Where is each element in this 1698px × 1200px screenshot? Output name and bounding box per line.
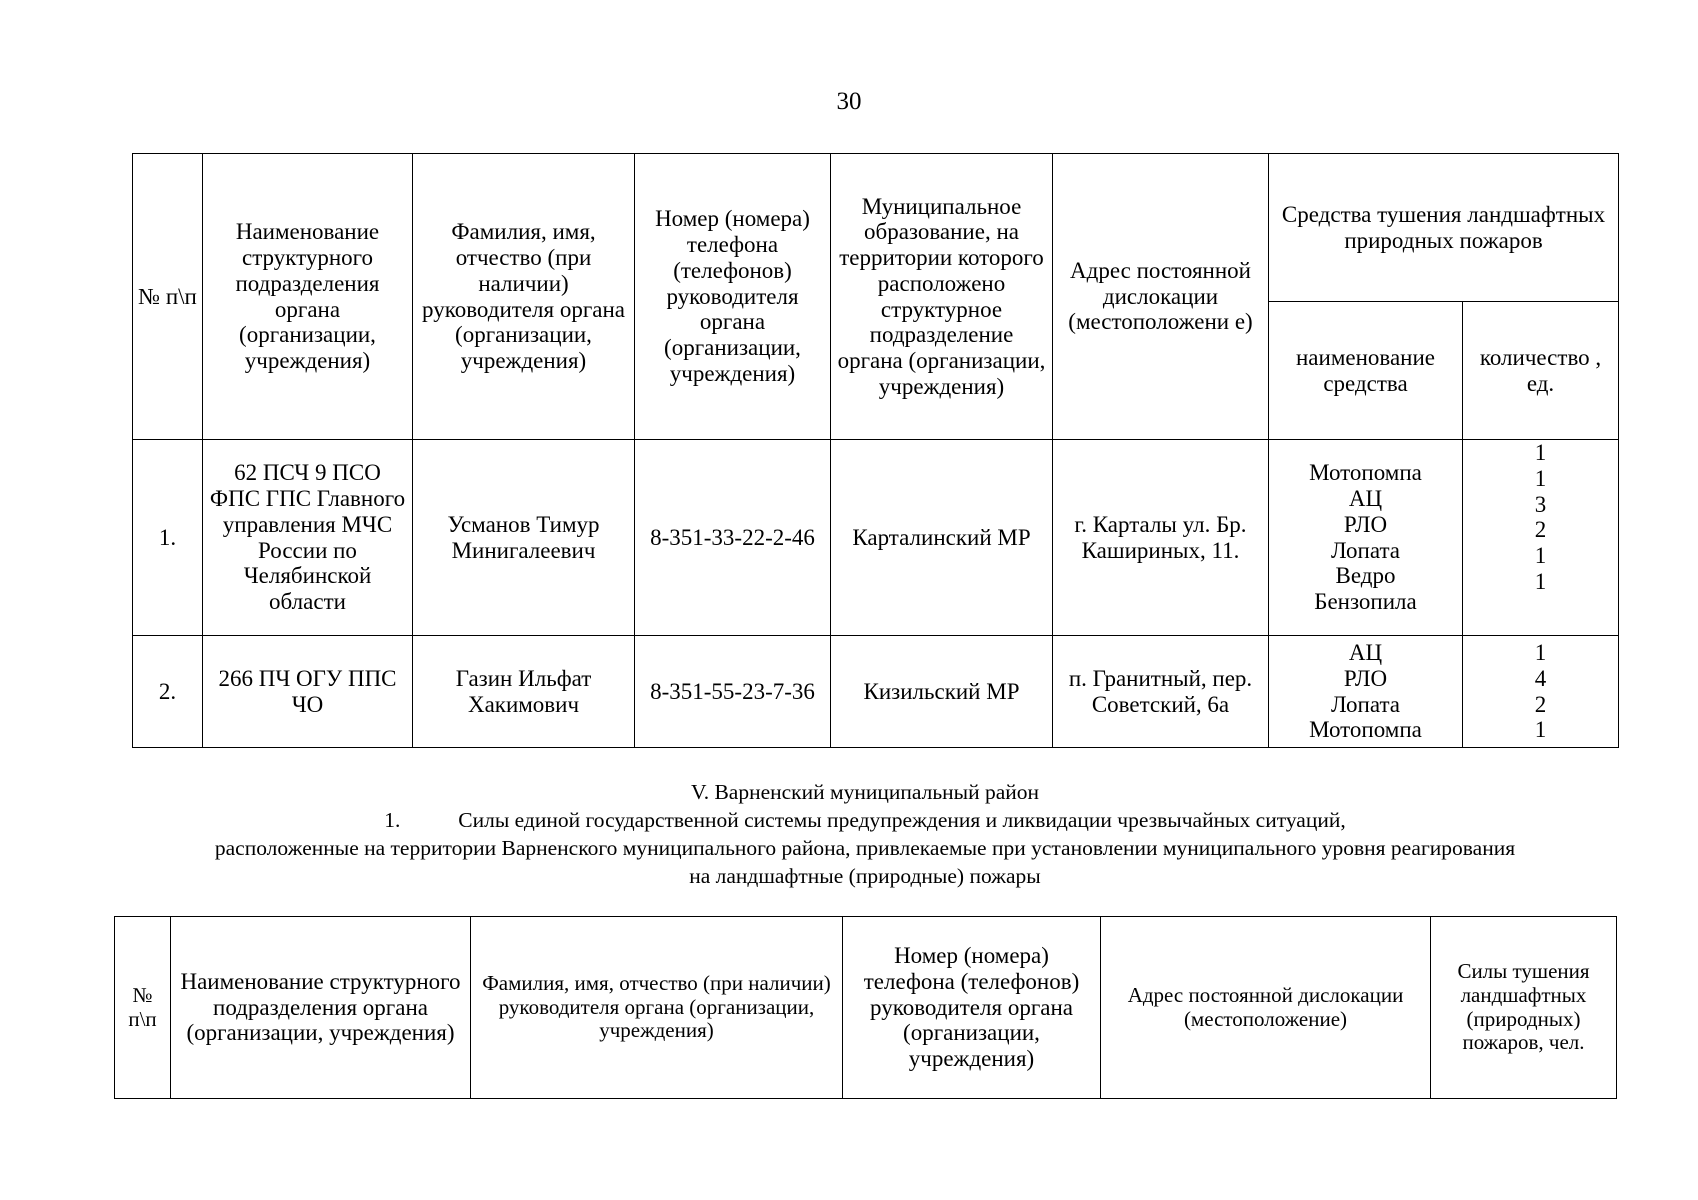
row-org: 266 ПЧ ОГУ ППС ЧО (203, 636, 413, 748)
row-address: г. Карталы ул. Бр. Кашириных, 11. (1053, 440, 1269, 636)
header-means-qty: количество , ед. (1463, 302, 1619, 440)
header-address: Адрес постоянной дислокации (местоположени е) (1053, 154, 1269, 440)
qty-item: 3 (1534, 491, 1547, 517)
header-municipality: Муниципальное образование, на территории которого расположено структурное подразделение органа (организации, учреждения) (831, 154, 1053, 440)
row-municipality: Кизильский МР (831, 636, 1053, 748)
row-means (1269, 636, 1463, 748)
row-num: 2. (133, 636, 203, 748)
header-org-name: Наименование структурного подразделения органа (организации, учреждения) (171, 917, 471, 1099)
header-address: Адрес постоянной дислокации (местоположение) (1101, 917, 1431, 1099)
header-means-group: Средства тушения ландшафтных природных пожаров (1269, 154, 1619, 302)
header-head-name: Фамилия, имя, отчество (при наличии) руководителя органа (организации, учреждения) (471, 917, 843, 1099)
section-item-number: 1. (384, 808, 401, 832)
header-num: № п\п (133, 154, 203, 440)
header-head-name: Фамилия, имя, отчество (при наличии) руководителя органа (организации, учреждения) (413, 154, 635, 440)
section-line-1: Силы единой государственной системы предупреждения и ликвидации чрезвычайных ситуаций, (458, 808, 1346, 832)
row-qty (1463, 636, 1619, 748)
means-item: АЦ (1348, 640, 1383, 665)
row-num: 1. (133, 440, 203, 636)
header-forces: Силы тушения ландшафтных (природных) пожаров, чел. (1431, 917, 1617, 1099)
section-item-line (114, 806, 1616, 834)
means-item: РЛО (1343, 511, 1388, 537)
header-phone: Номер (номера) телефона (телефонов) руководителя органа (организации, учреждения) (635, 154, 831, 440)
qty-item: 4 (1534, 665, 1547, 691)
means-item: Ведро (1335, 563, 1396, 589)
header-org-name: Наименование структурного подразделения органа (организации, учреждения) (203, 154, 413, 440)
means-item: Мотопомпа (1309, 717, 1422, 743)
table-row (133, 636, 1619, 748)
header-num: № п\п (115, 917, 171, 1099)
section-line-2: расположенные на территории Варненского муниципального района, привлекаемые при установлении муниципального уровня реагирования (214, 836, 1516, 860)
row-head: Усманов Тимур Минигалеевич (413, 440, 635, 636)
header-means-name: наименование средства (1269, 302, 1463, 440)
section-line-3: на ландшафтные (природные) пожары (689, 864, 1041, 888)
row-phone: 8-351-55-23-7-36 (635, 636, 831, 748)
qty-item: 1 (1534, 543, 1547, 568)
forces-table-1 (132, 153, 1619, 748)
row-address: п. Гранитный, пер. Советский, 6а (1053, 636, 1269, 748)
row-head: Газин Ильфат Хакимович (413, 636, 635, 748)
row-phone: 8-351-33-22-2-46 (635, 440, 831, 636)
qty-item: 1 (1534, 717, 1547, 743)
qty-item: 1 (1534, 440, 1547, 465)
section-heading (114, 778, 1616, 890)
means-item: Лопата (1331, 691, 1400, 717)
qty-item: 1 (1534, 640, 1547, 665)
means-item: АЦ (1348, 486, 1383, 511)
qty-item: 2 (1534, 691, 1547, 717)
page-number: 30 (836, 88, 862, 115)
row-org: 62 ПСЧ 9 ПСО ФПС ГПС Главного управления МЧС России по Челябинской области (203, 440, 413, 636)
qty-item: 1 (1534, 465, 1547, 491)
forces-table-2 (114, 916, 1617, 1099)
row-means (1269, 440, 1463, 636)
row-municipality: Карталинский МР (831, 440, 1053, 636)
means-item: Бензопила (1314, 589, 1417, 614)
header-phone: Номер (номера) телефона (телефонов) руководителя органа (организации, учреждения) (843, 917, 1101, 1099)
means-item: Лопата (1331, 537, 1400, 563)
qty-item: 1 (1534, 568, 1547, 594)
qty-item: 2 (1534, 517, 1547, 543)
section-title: V. Варненский муниципальный район (690, 780, 1040, 804)
row-qty (1463, 440, 1619, 636)
means-item: Мотопомпа (1309, 460, 1422, 486)
means-item: РЛО (1343, 665, 1388, 691)
table-row (133, 440, 1619, 636)
